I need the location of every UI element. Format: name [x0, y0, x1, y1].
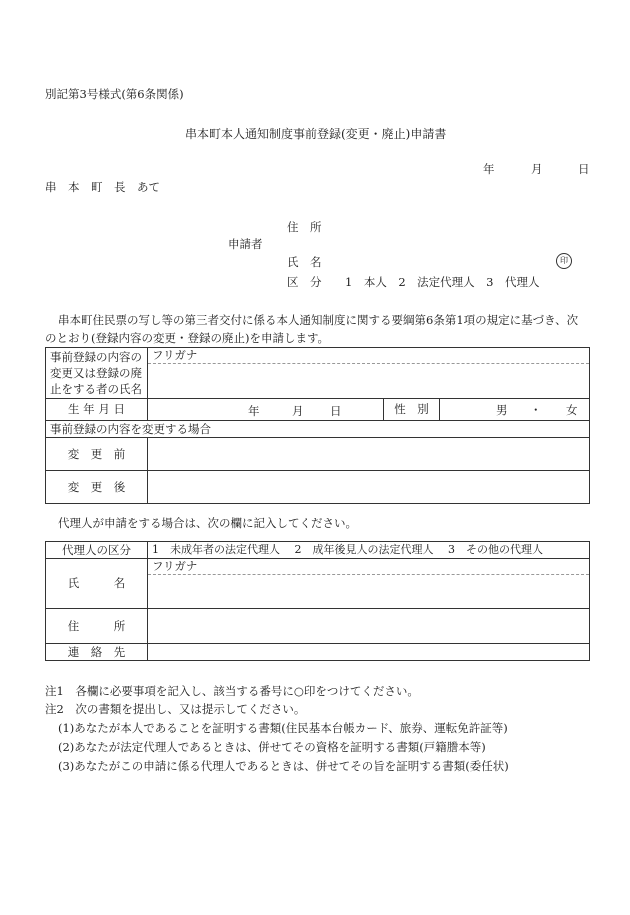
furigana-label: フリガナ — [148, 348, 589, 364]
agent-contact-field[interactable] — [148, 644, 590, 661]
note-2-item-3: (3)あなたがこの申請に係る代理人であるときは、併せてその旨を証明する書類(委任状) — [58, 759, 509, 773]
form-title: 串本町本人通知制度事前登録(変更・廃止)申請書 — [185, 127, 447, 141]
birth-day-label: 日 — [330, 403, 342, 418]
registrant-name-header-line: 変更又は登録の廃 — [50, 366, 142, 380]
addressee: 串 本 町 長 あて — [45, 180, 160, 194]
agent-name-field[interactable] — [148, 559, 590, 609]
intro-text-line1: 串本町住民票の写し等の第三者交付に係る本人通知制度に関する要綱第6条第1項の規定に基づき、次 — [58, 313, 579, 327]
form-number: 別記第3号様式(第6条関係) — [45, 87, 184, 101]
registrant-name-header-line: 止をする者の氏名 — [50, 382, 142, 396]
before-change-field[interactable] — [148, 438, 590, 471]
date-month-label: 月 — [531, 162, 543, 176]
change-section-header: 事前登録の内容を変更する場合 — [46, 421, 590, 438]
agent-table — [45, 541, 590, 661]
applicant-category-options: 1 本人 2 法定代理人 3 代理人 — [345, 275, 540, 289]
intro-text-line2: のとおり(登録内容の変更・登録の廃止)を申請します。 — [45, 331, 330, 345]
note-2: 注2 次の書類を提出し、又は提示してください。 — [45, 702, 306, 716]
sex-label: 性 別 — [384, 399, 440, 421]
agent-category-options[interactable]: 1 未成年者の法定代理人 2 成年後見人の法定代理人 3 その他の代理人 — [148, 542, 590, 559]
agent-name-label: 氏 名 — [46, 559, 148, 609]
registration-table — [45, 347, 590, 504]
registrant-name-field[interactable] — [148, 348, 590, 399]
date-year-label: 年 — [483, 162, 495, 176]
birth-date-label: 生 年 月 日 — [46, 399, 148, 421]
agent-intro-text: 代理人が申請をする場合は、次の欄に記入してください。 — [58, 516, 357, 530]
agent-address-label: 住 所 — [46, 609, 148, 644]
sex-separator: ・ — [530, 402, 542, 417]
date-day-label: 日 — [578, 162, 590, 176]
birth-year-label: 年 — [248, 403, 260, 418]
applicant-label: 申請者 — [228, 237, 263, 251]
agent-address-field[interactable] — [148, 609, 590, 644]
agent-furigana-label: フリガナ — [148, 559, 589, 575]
sex-female-option[interactable]: 女 — [566, 402, 578, 417]
note-2-item-2: (2)あなたが法定代理人であるときは、併せてその資格を証明する書類(戸籍謄本等) — [58, 740, 486, 754]
registrant-name-header — [46, 348, 148, 399]
sex-field[interactable] — [440, 399, 590, 421]
applicant-name-label: 氏 名 — [287, 255, 322, 269]
before-change-label: 変 更 前 — [46, 438, 148, 471]
after-change-field[interactable] — [148, 471, 590, 504]
birth-month-label: 月 — [292, 403, 304, 418]
applicant-category-label: 区 分 — [287, 275, 322, 289]
sex-male-option[interactable]: 男 — [496, 402, 508, 417]
registrant-name-header-line: 事前登録の内容の — [50, 350, 142, 364]
applicant-address-label: 住 所 — [287, 220, 322, 234]
birth-date-field[interactable] — [148, 399, 384, 421]
note-1: 注1 各欄に必要事項を記入し、該当する番号に○印をつけてください。 — [45, 684, 419, 698]
seal-mark: 印 — [556, 253, 572, 269]
agent-contact-label: 連 絡 先 — [46, 644, 148, 661]
agent-category-label: 代理人の区分 — [46, 542, 148, 559]
note-2-item-1: (1)あなたが本人であることを証明する書類(住民基本台帳カード、旅券、運転免許証等) — [58, 721, 508, 735]
after-change-label: 変 更 後 — [46, 471, 148, 504]
